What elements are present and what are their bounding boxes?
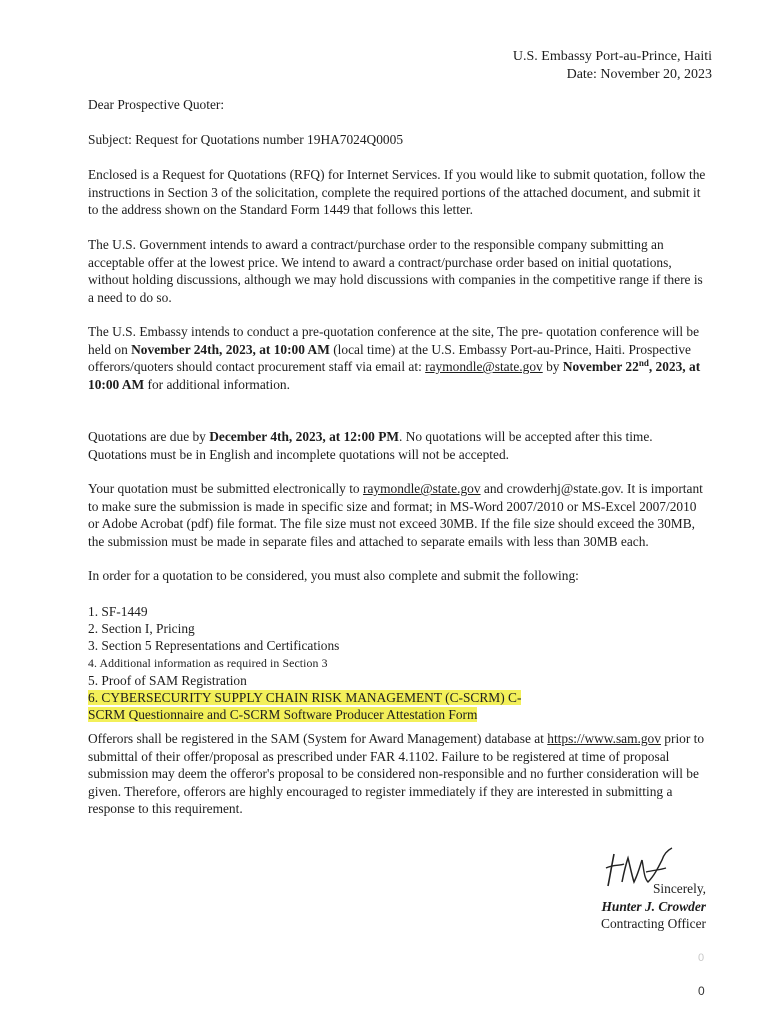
subject-line: Subject: Request for Quotations number 19HA7024Q0005 <box>88 132 404 147</box>
list-item-highlighted-continued: SCRM Questionnaire and C-SCRM Software Producer Attestation Form <box>88 707 478 723</box>
requirements-list <box>88 603 708 723</box>
page-number: 0 <box>698 984 705 998</box>
paragraph-pre-quotation-conference: The U.S. Embassy intends to conduct a pre-quotation conference at the site, The pre- quotation conference will be held on November 24th, 2023, at 10:00 AM (local time) at the U.S. Embassy Port-au-Prince, Haiti. Prospective offerors/quoters should contact procurement staff via email at: raymondle@state.gov by November 22nd, 2023, at 10:00 AM for additional information. <box>88 324 701 392</box>
email-link-raymondle-2[interactable]: raymondle@state.gov <box>362 481 481 496</box>
signer-name: Hunter J. Crowder <box>601 898 706 914</box>
list-item: 4. Additional information as required in Section 3 <box>88 655 328 670</box>
letter-closing <box>601 880 706 933</box>
signer-title: Contracting Officer <box>601 916 706 932</box>
paragraph-requirements-intro: In order for a quotation to be considered, you must also complete and submit the following: <box>88 568 579 583</box>
conference-date: November 24th, 2023, at 10:00 AM <box>131 341 330 357</box>
list-item: 2. Section I, Pricing <box>88 621 195 637</box>
paragraph-submission-format: Your quotation must be submitted electronically to raymondle@state.gov and crowderhj@state.gov. It is important to make sure the submission is made in specific size and format; in MS-Word 2007/2010 or MS-Excel 2007/2010 or Adobe Acrobat (pdf) file format. The file size must not exceed 30MB. If the file size should exceed the 30MB, the submission must be made in separate files and attached to separate emails with less than 30MB each. <box>88 481 703 549</box>
paragraph-award-intent: The U.S. Government intends to award a contract/purchase order to the responsible company submitting an acceptable offer at the lowest price. We intend to award a contract/purchase order based on initial quotations, without holding discussions, although we may hold discussions with companies in the competitive range if there is a need to do so. <box>88 237 703 305</box>
letter-date: Date: November 20, 2023 <box>566 67 712 82</box>
letter-header <box>513 48 712 84</box>
paragraph-sam-registration: Offerors shall be registered in the SAM (System for Award Management) database at https://www.sam.gov prior to submittal of their offer/proposal as prescribed under FAR 4.1102. Failure to be registered at time of proposal submission may deem the offeror's proposal to be considered non-responsible and no further consideration will be given. Therefore, offerors are highly encouraged to register immediately if they are interested in submitting a response to this requirement. <box>88 731 705 817</box>
list-item: 3. Section 5 Representations and Certifications <box>88 638 340 654</box>
paragraph-rfq-intro: Enclosed is a Request for Quotations (RFQ) for Internet Services. If you would like to submit quotation, follow the instructions in Section 3 of the solicitation, complete the required portions of the attached document, and submit it to the address shown on the Standard Form 1449 that follows this letter. <box>88 167 706 218</box>
embassy-location: U.S. Embassy Port-au-Prince, Haiti <box>512 49 712 64</box>
contact-deadline: November 22nd, 2023, at 10:00 AM <box>88 358 701 392</box>
page-number-faint: 0 <box>698 952 705 964</box>
quotation-due-date: December 4th, 2023, at 12:00 PM <box>209 429 400 444</box>
list-item: 1. SF-1449 <box>88 604 148 619</box>
list-item-highlighted: 6. CYBERSECURITY SUPPLY CHAIN RISK MANAGEMENT (C-SCRM) C- <box>88 690 522 706</box>
closing-sincerely: Sincerely, <box>652 881 706 896</box>
salutation: Dear Prospective Quoter: <box>88 97 225 112</box>
sam-gov-link[interactable]: https://www.sam.gov <box>547 731 661 746</box>
list-item: 5. Proof of SAM Registration <box>88 672 247 688</box>
email-link-raymondle[interactable]: raymondle@state.gov <box>425 359 543 375</box>
paragraph-due-date: Quotations are due by December 4th, 2023, at 12:00 PM. No quotations will be accepted after this time. Quotations must be in English and incomplete quotations will not be accepted. <box>88 429 653 462</box>
